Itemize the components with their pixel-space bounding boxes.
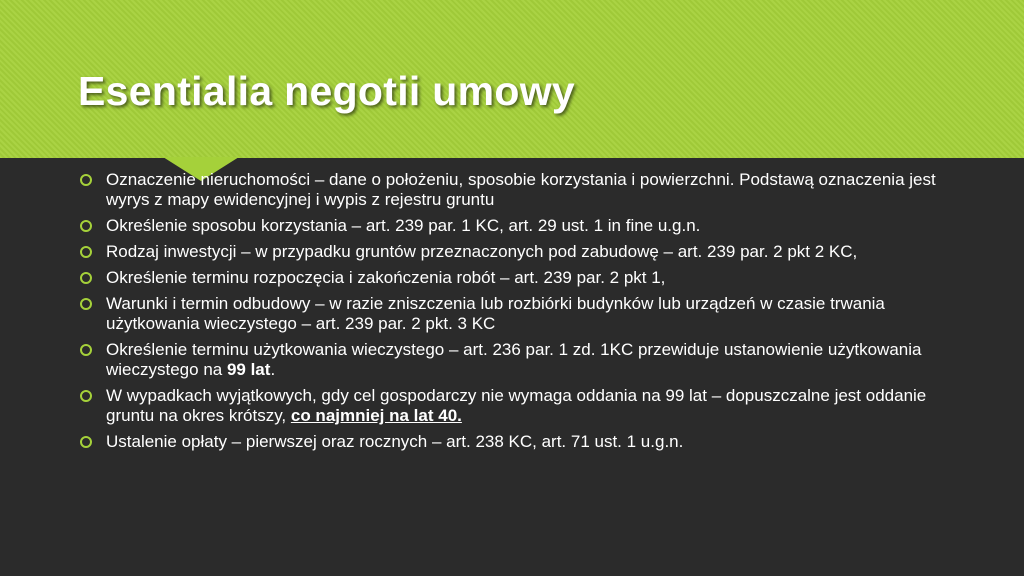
bullet-text: W wypadkach wyjątkowych, gdy cel gospodarczy nie wymaga oddania na 99 lat – dopuszczalne jest oddanie gruntu na okres krótszy, [106,386,927,425]
list-item [78,170,958,210]
hollow-circle-icon [80,220,92,232]
hollow-circle-icon [80,344,92,356]
bullet-text: Oznaczenie nieruchomości – dane o położeniu, sposobie korzystania i powierzchni. Podstawą oznaczenia jest wyrys z mapy ewidencyjnej i wypis z rejestru gruntu [106,170,936,209]
bullet-text: Określenie terminu rozpoczęcia i zakończenia robót – art. 239 par. 2 pkt 1, [106,268,666,287]
hollow-circle-icon [80,298,92,310]
slide-title: Esentialia negotii umowy [78,68,576,114]
bullet-text: Warunki i termin odbudowy – w razie zniszczenia lub rozbiórki budynków lub urządzeń w czasie trwania użytkowania wieczystego – art. 239 par. 2 pkt. 3 KC [106,294,885,333]
list-item [78,386,958,426]
list-item [78,268,958,288]
bullet-text: Określenie terminu użytkowania wieczystego – art. 236 par. 1 zd. 1KC przewiduje ustanowienie użytkowania wieczystego na [106,340,922,379]
hollow-circle-icon [80,246,92,258]
bullet-text: Określenie sposobu korzystania – art. 239 par. 1 KC, art. 29 ust. 1 in fine u.g.n. [106,216,701,235]
hollow-circle-icon [80,390,92,402]
hollow-circle-icon [80,436,92,448]
bullet-text: Rodzaj inwestycji – w przypadku gruntów przeznaczonych pod zabudowę – art. 239 par. 2 pkt 2 KC, [106,242,858,261]
bullet-list [78,170,958,458]
bullet-emphasis: co najmniej na lat 40. [290,406,462,425]
list-item [78,216,958,236]
list-item [78,294,958,334]
bullet-emphasis: 99 lat [226,360,271,379]
bullet-text: Ustalenie opłaty – pierwszej oraz rocznych – art. 238 KC, art. 71 ust. 1 u.g.n. [106,432,684,451]
list-item [78,432,958,452]
bullet-tail: . [270,360,276,379]
list-item [78,340,958,380]
hollow-circle-icon [80,174,92,186]
list-item [78,242,958,262]
hollow-circle-icon [80,272,92,284]
